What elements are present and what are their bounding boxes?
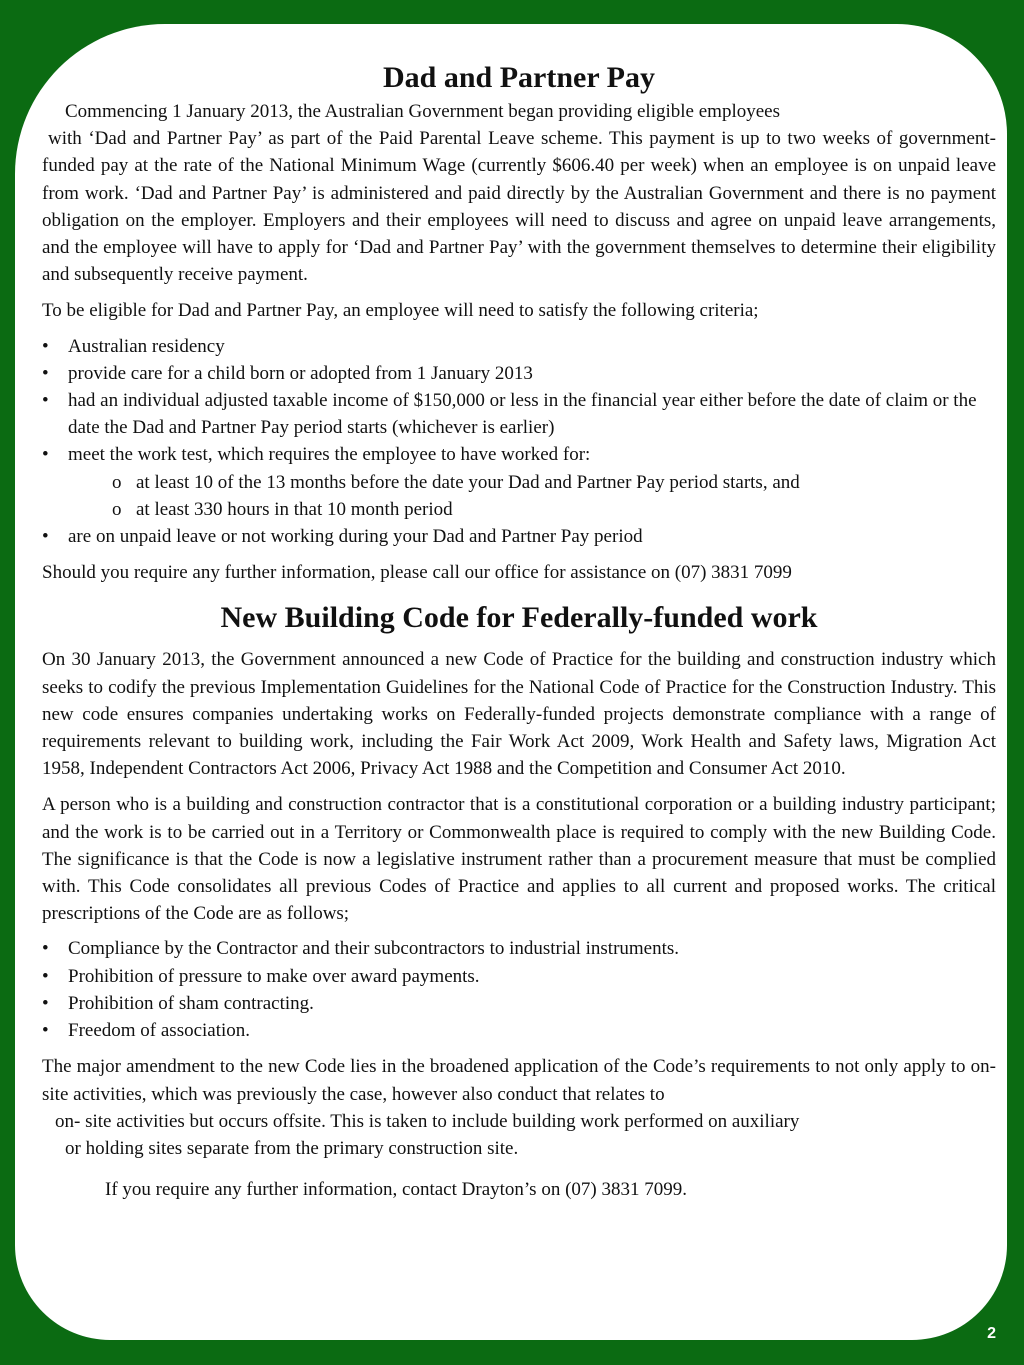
list-item: • had an individual adjusted taxable income of $150,000 or less in the financial year either before the date of claim or the date the Dad and Partner Pay period starts (whichever is earlier) [42, 387, 996, 441]
list-item: o at least 10 of the 13 months before the date your Dad and Partner Pay period starts, and [42, 469, 996, 496]
dad-partner-pay-intro: with ‘Dad and Partner Pay’ as part of the Paid Parental Leave scheme. This payment is up to two weeks of government-funded pay at the rate of the National Minimum Wage (currently $606.40 per week) when an employee is on unpaid leave from work. ‘Dad and Partner Pay’ is administered and paid directly by the Australian Government and there is no payment obligation on the employer. Employers and their employees will need to discuss and agree on unpaid leave arrangements, and the employee will have to apply for ‘Dad and Partner Pay’ with the government themselves to determine their eligibility and subsequently receive payment. [42, 128, 996, 286]
bullet-icon: • [42, 390, 49, 412]
list-item: • provide care for a child born or adopted from 1 January 2013 [42, 360, 996, 387]
work-test-sublist [42, 469, 996, 523]
eligibility-intro: To be eligible for Dad and Partner Pay, an employee will need to satisfy the following criteria; [42, 300, 759, 322]
building-code-title: New Building Code for Federally-funded work [220, 601, 818, 635]
building-code-applicability: A person who is a building and construction contractor that is a constitutional corporation or a building industry participant; and the work is to be carried out in a Territory or Commonwealth place is required to comply with the new Building Code. The significance is that the Code is now a legislative instrument rather than a procurement measure that must be complied with. This Code consolidates all previous Codes of Practice and applies to all current and proposed works. The critical prescriptions of the Code are as follows; [42, 794, 996, 925]
list-item: • Australian residency [42, 333, 996, 360]
dad-partner-pay-title: Dad and Partner Pay [383, 61, 655, 94]
newsletter-content [42, 58, 996, 1203]
list-item: • are on unpaid leave or not working during your Dad and Partner Pay period [42, 523, 996, 550]
bullet-icon: • [42, 1020, 49, 1042]
list-item: o at least 330 hours in that 10 month period [42, 496, 996, 523]
building-code-intro: On 30 January 2013, the Government announced a new Code of Practice for the building and construction industry which seeks to codify the previous Implementation Guidelines for the National Code of Practice for the Construction Industry. This new code ensures companies undertaking works on Federally-funded projects demonstrate compliance with a range of requirements relevant to building work, including the Fair Work Act 2009, Work Health and Safety laws, Migration Act 1958, Independent Contractors Act 2006, Privacy Act 1988 and the Competition and Consumer Act 2010. [42, 649, 996, 780]
list-item: • Prohibition of sham contracting. [42, 990, 996, 1017]
sub-bullet-icon: o [112, 498, 122, 520]
bullet-icon: • [42, 362, 49, 384]
bullet-icon: • [42, 992, 49, 1014]
list-item: • Compliance by the Contractor and their subcontractors to industrial instruments. [42, 935, 996, 962]
sub-bullet-icon: o [112, 471, 122, 493]
bullet-icon: • [42, 938, 49, 960]
building-code-amendment-line2: on- site activities but occurs offsite. This is taken to include building work performed on auxiliary [55, 1110, 800, 1132]
dad-partner-pay-contact: Should you require any further information, please call our office for assistance on (07) 3831 7099 [42, 562, 792, 584]
eligibility-criteria-list-end [42, 523, 996, 550]
content-panel [15, 24, 1007, 1340]
list-item: • Prohibition of pressure to make over award payments. [42, 963, 996, 990]
bullet-icon: • [42, 444, 49, 466]
code-prescriptions-list [42, 935, 996, 1044]
bullet-icon: • [42, 526, 49, 548]
building-code-contact: If you require any further information, contact Drayton’s on (07) 3831 7099. [105, 1179, 687, 1201]
page-number: 2 [987, 1325, 996, 1342]
bullet-icon: • [42, 335, 49, 357]
dad-partner-pay-intro-first-line: Commencing 1 January 2013, the Australian Government began providing eligible employees [65, 101, 780, 122]
eligibility-criteria-list [42, 333, 996, 469]
building-code-amendment-line3: or holding sites separate from the primary construction site. [65, 1137, 519, 1159]
bullet-icon: • [42, 965, 49, 987]
list-item: • meet the work test, which requires the employee to have worked for: [42, 441, 996, 468]
building-code-amendment: The major amendment to the new Code lies in the broadened application of the Code’s requirements to not only apply to on-site activities, which was previously the case, however also conduct that relates to [42, 1056, 996, 1105]
list-item: • Freedom of association. [42, 1017, 996, 1044]
